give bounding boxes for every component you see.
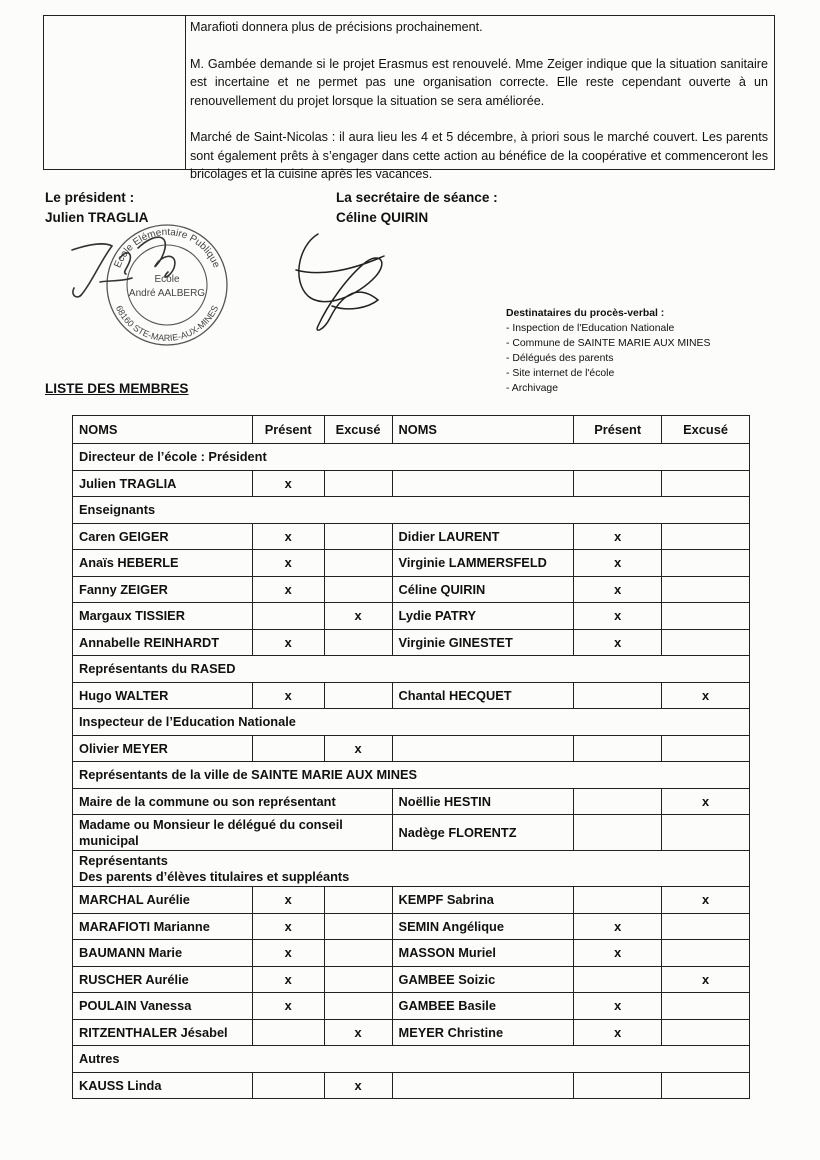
empty-cell: [392, 735, 574, 762]
table-header-row: [73, 416, 750, 444]
present-mark: x: [574, 550, 662, 577]
empty-cell: [252, 603, 324, 630]
empty-cell: [574, 470, 662, 497]
empty-cell: [252, 1072, 324, 1099]
present-mark: x: [252, 629, 324, 656]
empty-cell: [574, 735, 662, 762]
empty-cell: [662, 1072, 750, 1099]
table-row: [73, 913, 750, 940]
empty-cell: [324, 887, 392, 914]
member-name: RUSCHER Aurélie: [73, 966, 253, 993]
present-mark: x: [574, 940, 662, 967]
school-stamp-and-signature: [60, 222, 280, 352]
present-mark: x: [574, 603, 662, 630]
section-ville: Représentants de la ville de SAINTE MARIE AUX MINES: [73, 762, 750, 789]
member-name: Virginie GINESTET: [392, 629, 574, 656]
member-name: Nadège FLORENTZ: [392, 815, 574, 851]
member-name: Julien TRAGLIA: [73, 470, 253, 497]
member-name: Annabelle REINHARDT: [73, 629, 253, 656]
empty-cell: [662, 550, 750, 577]
table-row: [73, 887, 750, 914]
member-name: POULAIN Vanessa: [73, 993, 253, 1020]
table-row: [73, 470, 750, 497]
section-enseignants: Enseignants: [73, 497, 750, 524]
president-name: Julien TRAGLIA: [45, 210, 149, 225]
excuse-mark: x: [662, 788, 750, 815]
stamp-center-line1: Ecole: [154, 274, 180, 285]
empty-cell: [662, 603, 750, 630]
recipient-item: - Délégués des parents: [506, 353, 614, 364]
paragraph-marafioti: Marafioti donnera plus de précisions prochainement.: [190, 20, 483, 34]
section-row: [73, 497, 750, 524]
excuse-mark: x: [324, 735, 392, 762]
empty-cell: [324, 576, 392, 603]
member-name: BAUMANN Marie: [73, 940, 253, 967]
table-row: [73, 788, 750, 815]
member-name: Olivier MEYER: [73, 735, 253, 762]
empty-cell: [662, 576, 750, 603]
present-mark: x: [252, 940, 324, 967]
table-row: [73, 815, 750, 851]
empty-cell: [662, 993, 750, 1020]
section-row: [73, 444, 750, 471]
empty-cell: [252, 1019, 324, 1046]
president-label: Le président :: [45, 190, 135, 205]
discussion-table: [43, 15, 775, 181]
member-name: Caren GEIGER: [73, 523, 253, 550]
excuse-mark: x: [324, 1072, 392, 1099]
empty-cell: [574, 966, 662, 993]
member-name: GAMBEE Basile: [392, 993, 574, 1020]
empty-cell: [324, 966, 392, 993]
empty-cell: [252, 735, 324, 762]
empty-cell: [662, 815, 750, 851]
present-mark: x: [252, 887, 324, 914]
empty-cell: [574, 815, 662, 851]
section-parents-line1: Représentants: [79, 852, 168, 868]
member-name: Didier LAURENT: [392, 523, 574, 550]
member-name: KAUSS Linda: [73, 1072, 253, 1099]
present-mark: x: [252, 470, 324, 497]
present-mark: x: [574, 523, 662, 550]
table-row: [73, 993, 750, 1020]
empty-cell: [662, 470, 750, 497]
header-noms: NOMS: [392, 416, 574, 444]
excuse-mark: x: [324, 603, 392, 630]
present-mark: x: [252, 913, 324, 940]
empty-cell: [392, 470, 574, 497]
recipient-item: - Site internet de l'école: [506, 368, 615, 379]
section-row: [73, 851, 750, 887]
member-name: MASSON Muriel: [392, 940, 574, 967]
paragraph-saint-nicolas: Marché de Saint-Nicolas : il aura lieu les 4 et 5 décembre, à priori sous le marché couvert. Les parents sont également prêts à s’engager dans cette action au bénéfice de la coopérative et commenceront les bricolages et la cuisine après les vacances.: [190, 130, 768, 181]
members-table: [72, 415, 750, 1099]
present-mark: x: [252, 576, 324, 603]
header-noms: NOMS: [73, 416, 253, 444]
present-mark: x: [574, 1019, 662, 1046]
paragraph-erasmus: M. Gambée demande si le projet Erasmus est renouvelé. Mme Zeiger indique que la situation sanitaire est incertaine et ne permet pas une organisation correcte. Elle reste cependant ouverte à un renouvellement du projet lorsque la situation se sera améliorée.: [190, 56, 768, 108]
present-mark: x: [574, 629, 662, 656]
member-name: Lydie PATRY: [392, 603, 574, 630]
member-name: KEMPF Sabrina: [392, 887, 574, 914]
present-mark: x: [252, 523, 324, 550]
svg-text:68160 STE-MARIE-AUX-MINES: [114, 304, 220, 343]
present-mark: x: [574, 993, 662, 1020]
excuse-mark: x: [662, 887, 750, 914]
excuse-mark: x: [662, 966, 750, 993]
table-row: [73, 735, 750, 762]
member-name: Céline QUIRIN: [392, 576, 574, 603]
header-present: Présent: [574, 416, 662, 444]
table-row: [73, 940, 750, 967]
member-name: Maire de la commune ou son représentant: [73, 788, 393, 815]
member-name: RITZENTHALER Jésabel: [73, 1019, 253, 1046]
header-present: Présent: [252, 416, 324, 444]
member-name: Chantal HECQUET: [392, 682, 574, 709]
secretary-signature: [288, 226, 398, 341]
member-name: Fanny ZEIGER: [73, 576, 253, 603]
table-row: [73, 523, 750, 550]
empty-cell: [324, 993, 392, 1020]
recipients-heading: Destinataires du procès-verbal :: [506, 308, 665, 319]
present-mark: x: [574, 576, 662, 603]
secretary-label: La secrétaire de séance :: [336, 190, 498, 205]
table-row: [73, 1019, 750, 1046]
empty-cell: [324, 550, 392, 577]
present-mark: x: [252, 993, 324, 1020]
member-name: GAMBEE Soizic: [392, 966, 574, 993]
discussion-left-cell: [44, 16, 186, 169]
member-name: MARCHAL Aurélie: [73, 887, 253, 914]
section-inspecteur: Inspecteur de l’Education Nationale: [73, 709, 750, 736]
recipient-item: - Commune de SAINTE MARIE AUX MINES: [506, 338, 711, 349]
present-mark: x: [252, 550, 324, 577]
header-excuse: Excusé: [324, 416, 392, 444]
empty-cell: [324, 682, 392, 709]
empty-cell: [324, 523, 392, 550]
member-name: Virginie LAMMERSFELD: [392, 550, 574, 577]
recipient-item: - Inspection de l'Education Nationale: [506, 323, 675, 334]
discussion-text-cell: [186, 16, 774, 184]
empty-cell: [324, 940, 392, 967]
section-autres: Autres: [73, 1046, 750, 1073]
table-row: [73, 576, 750, 603]
present-mark: x: [252, 682, 324, 709]
table-row: [73, 1072, 750, 1099]
member-name: SEMIN Angélique: [392, 913, 574, 940]
section-row: [73, 762, 750, 789]
empty-cell: [324, 913, 392, 940]
section-row: [73, 1046, 750, 1073]
section-row: [73, 709, 750, 736]
recipient-item: - Archivage: [506, 383, 558, 394]
table-row: [73, 966, 750, 993]
member-name: Anaïs HEBERLE: [73, 550, 253, 577]
stamp-center-line2: André AALBERG: [128, 288, 206, 299]
empty-cell: [324, 470, 392, 497]
table-row: [73, 629, 750, 656]
excuse-mark: x: [324, 1019, 392, 1046]
empty-cell: [662, 523, 750, 550]
section-row: [73, 656, 750, 683]
members-title: LISTE DES MEMBRES: [45, 381, 189, 396]
table-row: [73, 603, 750, 630]
member-name: MEYER Christine: [392, 1019, 574, 1046]
empty-cell: [662, 735, 750, 762]
section-rased: Représentants du RASED: [73, 656, 750, 683]
empty-cell: [574, 887, 662, 914]
member-name: Madame ou Monsieur le délégué du conseil municipal: [73, 815, 393, 851]
excuse-mark: x: [662, 682, 750, 709]
present-mark: x: [574, 913, 662, 940]
empty-cell: [662, 913, 750, 940]
empty-cell: [392, 1072, 574, 1099]
table-row: [73, 550, 750, 577]
present-mark: x: [252, 966, 324, 993]
recipients-block: [506, 306, 710, 396]
section-parents: [73, 851, 750, 887]
empty-cell: [574, 682, 662, 709]
empty-cell: [662, 1019, 750, 1046]
member-name: Hugo WALTER: [73, 682, 253, 709]
member-name: Noëllie HESTIN: [392, 788, 574, 815]
empty-cell: [662, 629, 750, 656]
empty-cell: [574, 1072, 662, 1099]
empty-cell: [662, 940, 750, 967]
empty-cell: [324, 629, 392, 656]
stamp-bottom-text: 68160 STE-MARIE-AUX-MINES: [113, 303, 221, 344]
section-parents-line2: Des parents d’élèves titulaires et suppléants: [79, 868, 350, 884]
header-excuse: Excusé: [662, 416, 750, 444]
secretary-block: [336, 188, 498, 228]
table-row: [73, 682, 750, 709]
secretary-name: Céline QUIRIN: [336, 210, 429, 225]
section-directeur: Directeur de l’école : Président: [73, 444, 750, 471]
member-name: MARAFIOTI Marianne: [73, 913, 253, 940]
stamp-arc-text: Ecole Elémentaire Publique: [112, 226, 222, 270]
member-name: Margaux TISSIER: [73, 603, 253, 630]
empty-cell: [574, 788, 662, 815]
